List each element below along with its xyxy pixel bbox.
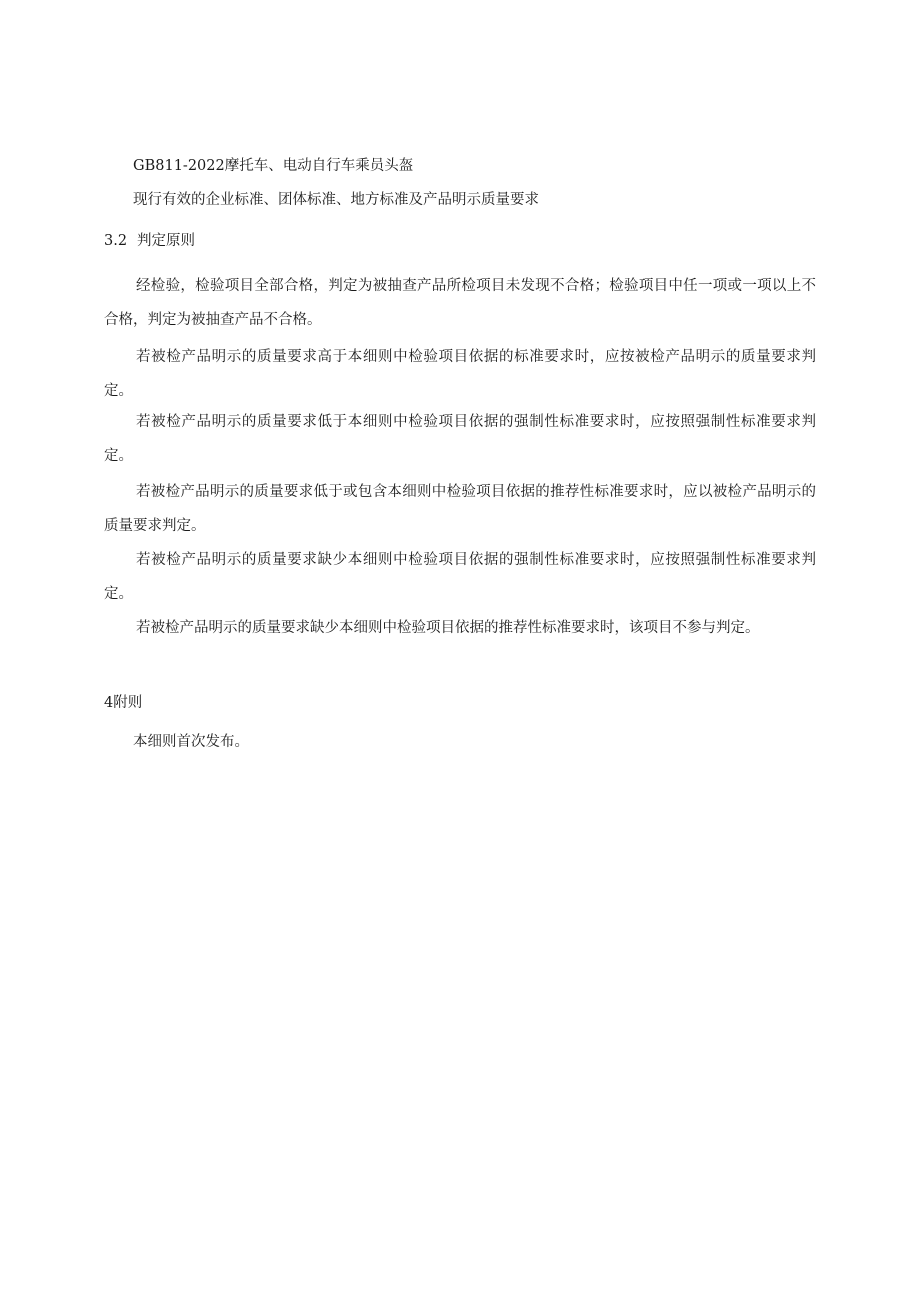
section-title: 判定原则 (137, 233, 195, 249)
paragraph-judgment-higher: 若被检产品明示的质量要求高于本细则中检验项目依据的标准要求时，应按被检产品明示的质量要求判定。 (104, 349, 816, 399)
paragraph-judgment-lower-mandatory: 若被检产品明示的质量要求低于本细则中检验项目依据的强制性标准要求时，应按照强制性标准要求判定。 (104, 414, 816, 464)
reference-standard-gb811: GB811-2022摩托车、电动自行车乘员头盔 (133, 158, 414, 174)
section-4-heading: 4附则 (104, 695, 143, 711)
reference-enterprise-standards: 现行有效的企业标准、团体标准、地方标准及产品明示质量要求 (133, 192, 539, 208)
section-3-2-heading (104, 231, 195, 251)
section-4-text: 本细则首次发布。 (133, 734, 249, 750)
paragraph-judgment-missing-recommended: 若被检产品明示的质量要求缺少本细则中检验项目依据的推荐性标准要求时，该项目不参与判定。 (136, 620, 760, 636)
section-number: 3.2 (104, 233, 128, 249)
paragraph-judgment-missing-mandatory: 若被检产品明示的质量要求缺少本细则中检验项目依据的强制性标准要求时，应按照强制性标准要求判定。 (104, 552, 816, 602)
paragraph-judgment-lower-recommended: 若被检产品明示的质量要求低于或包含本细则中检验项目依据的推荐性标准要求时，应以被检产品明示的质量要求判定。 (104, 484, 816, 534)
paragraph-judgment-basic: 经检验，检验项目全部合格，判定为被抽查产品所检项目未发现不合格；检验项目中任一项或一项以上不合格，判定为被抽查产品不合格。 (104, 278, 816, 328)
